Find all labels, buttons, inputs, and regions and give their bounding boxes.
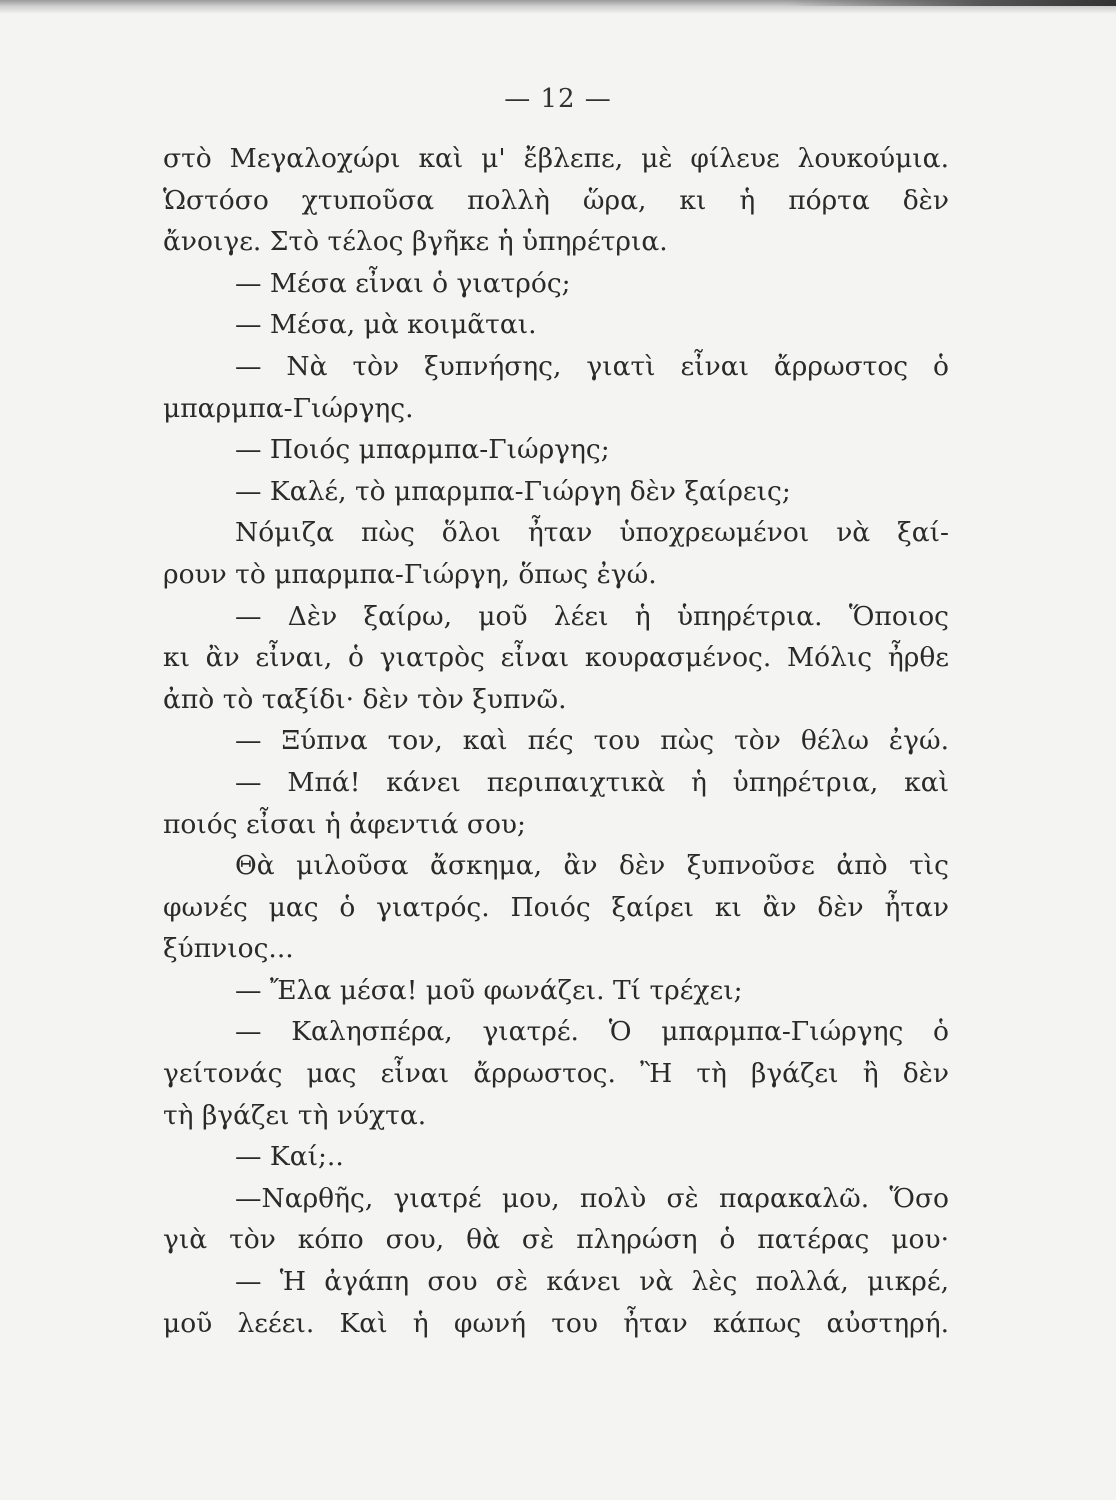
text-line: — Καλέ, τὸ μπαρμπα-Γιώργη δὲν ξαίρεις; <box>235 475 791 507</box>
text-line: ξύπνιος... <box>163 933 294 965</box>
text-line: Ὡστόσο χτυποῦσα πολλὴ ὥρα, κι ἡ πόρτα δὲν <box>163 184 949 216</box>
text-line: — Μπά! κάνει περιπαιχτικὰ ἡ ὑπηρέτρια, καὶ <box>235 766 949 798</box>
text-line: — Ἡ ἀγάπη σου σὲ κάνει νὰ λὲς πολλά, μικρέ, <box>235 1266 949 1298</box>
text-line: — Νὰ τὸν ξυπνήσης, γιατὶ εἶναι ἄρρωστος ὁ <box>235 350 949 382</box>
text-line: — Μέσα εἶναι ὁ γιατρός; <box>235 267 571 299</box>
text-line: Νόμιζα πὼς ὅλοι ἦταν ὑποχρεωμένοι νὰ ξαί- <box>235 517 949 549</box>
text-line: μπαρμπα-Γιώργης. <box>163 392 414 424</box>
text-line: Θὰ μιλοῦσα ἄσκημα, ἂν δὲν ξυπνοῦσε ἀπὸ τὶς <box>235 850 949 882</box>
text-line: ἀπὸ τὸ ταξίδι· δὲν τὸν ξυπνῶ. <box>163 683 567 715</box>
page-number: — 12 — <box>504 84 612 114</box>
text-line: — Δὲν ξαίρω, μοῦ λέει ἡ ὑπηρέτρια. Ὅποιος <box>235 600 949 632</box>
text-line: γιὰ τὸν κόπο σου, θὰ σὲ πληρώση ὁ πατέρας μου· <box>163 1224 949 1256</box>
text-line: — Ἔλα μέσα! μοῦ φωνάζει. Τί τρέχει; <box>235 974 743 1006</box>
text-line: στὸ Μεγαλοχώρι καὶ μ' ἔβλεπε, μὲ φίλευε λουκούμια. <box>163 143 949 174</box>
text-line: — Καλησπέρα, γιατρέ. Ὁ μπαρμπα-Γιώργης ὁ <box>235 1016 949 1048</box>
text-line: τὴ βγάζει τὴ νύχτα. <box>163 1099 427 1131</box>
text-line: κι ἂν εἶναι, ὁ γιατρὸς εἶναι κουρασμένος. Μόλις ἦρθε <box>163 642 949 674</box>
text-line: γείτονάς μας εἶναι ἄρρωστος. Ἢ τὴ βγάζει ἢ δὲν <box>163 1058 949 1090</box>
text-line: — Ξύπνα τον, καὶ πές του πὼς τὸν θέλω ἐγώ. <box>235 725 949 757</box>
text-line: —Ναρθῆς, γιατρέ μου, πολὺ σὲ παρακαλῶ. Ὅσο <box>235 1182 949 1214</box>
text-line: — Ποιός μπαρμπα-Γιώργης; <box>235 434 610 466</box>
body-text <box>163 138 949 1344</box>
text-line: ἄνοιγε. Στὸ τέλος βγῆκε ἡ ὑπηρέτρια. <box>163 226 668 258</box>
text-line: ρουν τὸ μπαρμπα-Γιώργη, ὅπως ἐγώ. <box>163 558 657 590</box>
text-line: φωνές μας ὁ γιατρός. Ποιός ξαίρει κι ἂν δὲν ἦταν <box>163 891 949 923</box>
text-line: ποιός εἶσαι ἡ ἀφεντιά σου; <box>163 808 526 840</box>
text-line: — Μέσα, μὰ κοιμᾶται. <box>235 309 537 341</box>
scan-top-edge-dark <box>786 0 1116 6</box>
text-line: — Καί;.. <box>235 1141 344 1173</box>
text-line: μοῦ λεέει. Καὶ ἡ φωνή του ἦταν κάπως αὐστηρή. <box>163 1307 949 1339</box>
